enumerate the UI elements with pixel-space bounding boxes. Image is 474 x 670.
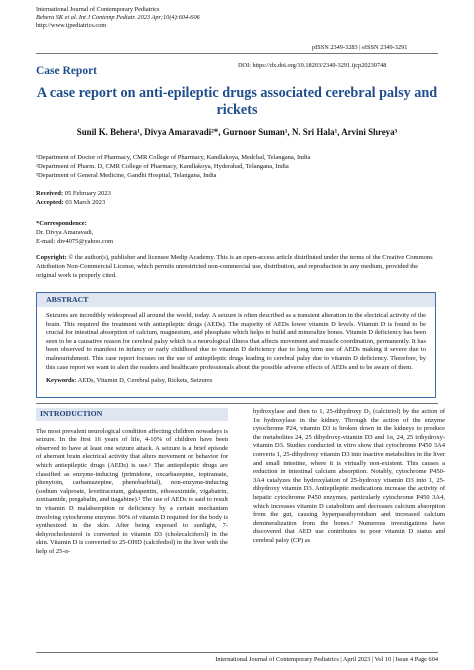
received-date: Received: 05 February 2023 <box>36 190 111 197</box>
keywords-label: Keywords: <box>46 377 77 385</box>
affiliation-1: ¹Department of Doctor of Pharmacy, CMR College of Pharmacy, Kandlakoya, Medchal, Telangana, India <box>36 154 311 161</box>
affiliation-2: ²Department of Pharm. D, CMR College of Pharmacy, Kandlakoya, Hyderabad, Telangana, India <box>36 163 289 170</box>
issn: pISSN 2349-3283 | eISSN 2349-3291 <box>312 44 408 51</box>
journal-url[interactable]: http://www.ijpediatrics.com <box>36 22 107 29</box>
copyright-label: Copyright: <box>36 254 67 261</box>
introduction-heading: INTRODUCTION <box>36 408 228 421</box>
author-list: Sunil K. Behera¹, Divya Amaravadi²*, Gurnoor Suman¹, N. Sri Hala¹, Arvini Shreya³ <box>76 127 398 137</box>
correspondence <box>36 219 113 246</box>
affiliations <box>36 153 310 180</box>
footer-divider <box>36 652 438 653</box>
accepted-date: Accepted: 03 March 2023 <box>36 199 106 206</box>
abstract-heading: ABSTRACT <box>37 293 435 307</box>
doi-link[interactable]: DOI: https://dx.doi.org/10.18203/2349-3291.ijcp20230748 <box>238 62 387 69</box>
article-dates <box>36 189 111 207</box>
journal-name: International Journal of Contemporary Pediatrics <box>36 6 160 13</box>
correspondence-name: Dr. Divya Amaravadi, <box>36 229 94 236</box>
affiliation-3: ³Department of General Medicine, Gandhi Hospital, Telangana, India <box>36 172 217 179</box>
right-column <box>253 408 445 546</box>
copyright-notice <box>36 253 438 280</box>
introduction-text-right: hydroxylase and then to 1, 25-dihydroxy D₃ (calcitriol) by the action of 1α hydroxylase in the kidney. Through the action of the enzyme cytochrome P24, vitamin D3 is broken down in the kidneys to produce the metabolites 24, 25 dihydroxy-vitamin D3 and 1α, 24, 25 trihydroxy-vitamin D3. Studies conducted in vitro show that cytochrome P450 3A4 converts 1, 25-dihydroxy vitamin D3 into inactive metabolites in the liver and small intestine, where it is virtually non-existent. This causes a reduction in intestinal calcium absorption. Notably, cytochrome P450-3A4 catalyzes the hydroxylation of 25-hydroxy vitamin D3 into 1, 25-dihydroxy vitamin D3. Antiepileptic medications increase the activity of hepatic cytochrome P450 enzymes, particularly cytochrome P450 3A4, which increases vitamin D catabolism and decreases calcium absorption from the gut, causing hyperparathyroidism and increased calcium demineralization from the bones.³ Numerous investigations have discovered that AED use contributes to poor vitamin D status and cerebral palsy (CP) as <box>253 408 445 544</box>
journal-header <box>36 6 200 30</box>
left-column <box>36 408 228 557</box>
correspondence-label: *Correspondence: <box>36 220 87 227</box>
correspondence-email[interactable]: E-mail: div4075@yahoo.com <box>36 238 114 245</box>
introduction-text-left: The most prevalent neurological condition affecting children nowadays is seizure. In the first 16 years of life, 4-10% of children have been observed to have at least one seizure attack. A seizure is a brief episode of aberrant brain electrical activity that alters movement or behavior for which antiepileptic drugs (AEDs) is use.¹ The antiepileptic drugs are classified as enzyme-inducing (primidone, oxcarbazepine, topiramate, phenytoin, carbamazepine, phenobarbital), non-enzyme-inducing (sodium valproate, levetiracetam, gabapentin, ethosuximide, vigabatrin, zonisamide, pregabalin, and tiagabine).² The use of AEDs is said to result in vitamin D malabsorption or deficiency by a certain mechanism involving cytochrome enzyme. 90% of vitamin D required for the body is synthesized in the skin. After being exposed to sunlight, 7-dehyrocholesterol is converted to vitamin D3 (cholecalciferol) in the skin. Vitamin D is converted to 25-OHD (calcifediol) in the liver with the help of 25-α- <box>36 427 228 555</box>
article-title: A case report on anti-epileptic drugs associated cerebral palsy and rickets <box>36 85 438 118</box>
section-divider <box>36 403 438 404</box>
page-footer: International Journal of Contemporary Pediatrics | April 2023 | Vol 10 | Issue 4 Page 604 <box>215 656 438 663</box>
abstract-box <box>36 292 436 398</box>
keywords-text: AEDs, Vitamin D, Cerebral palsy, Rickets, Seizures <box>77 377 213 385</box>
journal-citation: Behera SK et al. Int J Contemp Pediatr. 2023 Apr;10(4):604-606 <box>36 14 200 21</box>
header-divider <box>36 53 438 54</box>
article-type: Case Report <box>36 65 97 77</box>
copyright-text: © the author(s), publisher and licensee Medip Academy. This is an open-access article distributed under the terms of the Creative Commons Attribution Non-Commercial License, which permits unrestricted non-commercial use, distribution, and reproduction in any medium, provided the original work is properly cited. <box>36 254 433 279</box>
abstract-keywords <box>37 372 435 386</box>
abstract-text: Seizures are incredibly widespread all around the world, today. A seizure is often described as a transient alteration in the electrical activity of the brain. This required the treatment with antiepileptic drugs (AEDs). The majority of AEDs lower vitamin D levels. Vitamin D is found to be crucial for intestinal absorption of calcium, magnesium, and phosphate which helps to build and mineralize bones. Vitamin D deficiency has been seen to be a causative reason for cerebral palsy which is a neurological illness that affects movement and muscle coordination, permanently. It has been observed to manifest in infancy or early childhood due to vitamin D deficiency due to long term use of AEDs making it severe due to malnourishment. This case report focuses on the use of antiepileptic drugs leading to cerebral palsy due to vitamin D deficiency. Therefore, by this case report we want to alert the readers and healthcare professionals about the possible adverse effects of AEDs and to be aware of them. <box>46 312 426 371</box>
